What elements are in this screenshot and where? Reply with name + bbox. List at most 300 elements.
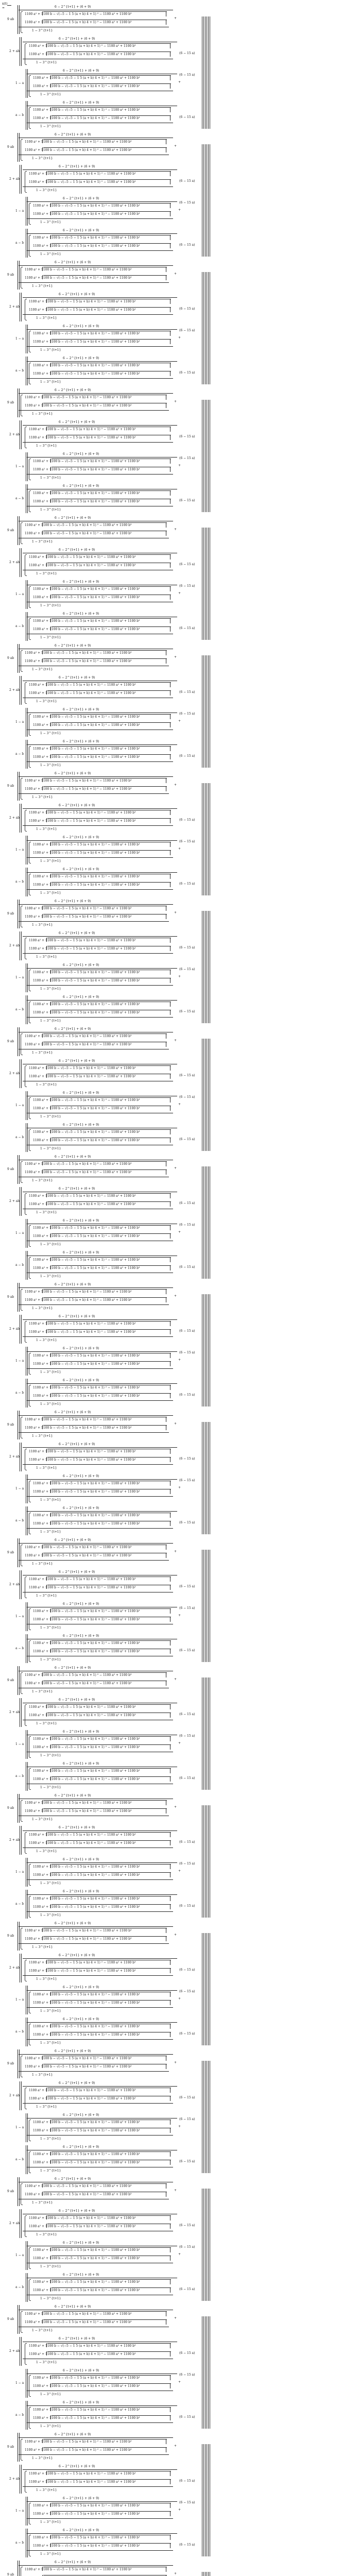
unit-plus: + xyxy=(174,272,177,276)
unit-inner-bar xyxy=(19,1560,169,1561)
unit-sqrt-bar xyxy=(43,1936,167,1937)
unit-sqrt-bar xyxy=(52,2407,171,2408)
unit-numerator: 6 − 2^{t+1} + (6 + 9) xyxy=(59,804,95,807)
unit-sqrt-tick xyxy=(50,1106,51,1110)
unit-sqrt-tick xyxy=(50,1138,51,1142)
unit-denominator: 1 − 3^{t+1} xyxy=(40,2425,61,2428)
unit-radicand-row: 1100 a² + 1100 b − √(−5 − 1 5 (a + b) 4 + 1) ² − 1100 a² + 1100 b³ xyxy=(33,1386,140,1389)
side-annotation-label: a − b xyxy=(15,1902,24,1906)
closing-bracket-stack xyxy=(205,16,206,129)
unit-radicand-row: 1100 a² + 1100 b − √(−5 − 1 5 (a + b) 4 + 1) ² − 1100 a² + 1100 b³ xyxy=(25,276,132,280)
unit-sqrt-tick xyxy=(46,52,47,56)
unit-fraction-bar xyxy=(27,1894,177,1895)
unit-sqrt-tick xyxy=(50,2160,51,2164)
side-annotation-label: 9 ab xyxy=(7,273,14,277)
side-annotation-bar xyxy=(21,1059,22,1088)
unit-fraction-bar xyxy=(27,2501,177,2502)
unit-denominator: 1 − 3^{t+1} xyxy=(32,2201,53,2205)
unit-radicand-row: 1100 a² + 1100 b − √(−5 − 1 5 (a + b) 4 + 1) ² − 1100 a² + 1100 b³ xyxy=(33,1777,140,1781)
block-tail-term: (6 − 15 a) xyxy=(179,840,195,843)
side-annotation-label: 1 − a xyxy=(15,1870,24,1874)
unit-sqrt-bar xyxy=(52,1233,171,1234)
block-tail-term: (6 − 15 a) xyxy=(179,73,195,77)
unit-sqrt-tick xyxy=(50,626,51,631)
unit-sqrt-bar xyxy=(52,1129,171,1130)
unit-sqrt-tick xyxy=(50,490,51,495)
unit-inner-bar xyxy=(19,921,169,922)
unit-left-paren xyxy=(21,522,23,544)
unit-radicand-row: 1100 a² + 1100 b − √(−5 − 1 5 (a + b) 4 + 1) ² − 1100 a² + 1100 b³ xyxy=(25,523,132,527)
unit-tail-term: (6 − 15 a) xyxy=(179,2543,195,2547)
side-annotation-label: 9 ab xyxy=(7,2445,14,2449)
unit-sqrt-bar xyxy=(52,2543,171,2544)
unit-denominator: 1 − 3^{t+1} xyxy=(36,827,57,831)
unit-numerator: 6 − 2^{t+1} + (6 + 9) xyxy=(55,2177,91,2181)
unit-inner-bar xyxy=(27,2039,173,2040)
unit-tail-term: (6 − 15 a) xyxy=(179,499,195,502)
unit-inner-bar xyxy=(23,1336,173,1337)
unit-tail-term: (6 − 15 a) xyxy=(179,1713,195,1716)
unit-sqrt-tick xyxy=(50,1896,51,1900)
side-annotation-label: 2 + ab xyxy=(9,305,20,309)
lhs-label: x(t) xyxy=(2,2,8,6)
unit-radicand-row: 1100 a² + 1100 b − √(−5 − 1 5 (a + b) 4 + 1) ² − 1100 a² + 1100 b³ xyxy=(33,2257,140,2260)
closing-bracket-stack xyxy=(205,911,206,1023)
unit-sqrt-tick xyxy=(50,2503,51,2507)
side-annotation-label: 9 ab xyxy=(7,2190,14,2193)
unit-inner-bar xyxy=(19,793,169,794)
side-annotation-label: a − b xyxy=(15,2158,24,2161)
side-annotation-label: 2 + ab xyxy=(9,561,20,564)
unit-numerator: 6 − 2^{t+1} + (6 + 9) xyxy=(59,1570,95,1574)
unit-inner-bar xyxy=(27,2135,173,2136)
unit-sqrt-tick xyxy=(50,1002,51,1006)
unit-radicand-row: 1100 a² + 1100 b − √(−5 − 1 5 (a + b) 4 + 1) ² − 1100 a² + 1100 b³ xyxy=(25,1554,132,1557)
unit-denominator: 1 − 3^{t+1} xyxy=(40,221,61,224)
unit-fraction-bar xyxy=(27,233,177,234)
unit-sqrt-bar xyxy=(43,650,167,651)
unit-sqrt-bar xyxy=(43,1808,167,1809)
unit-left-paren xyxy=(29,1896,31,1918)
unit-numerator: 6 − 2^{t+1} + (6 + 9) xyxy=(59,548,95,552)
side-annotation-label: 9 ab xyxy=(7,145,14,149)
unit-denominator: 1 − 3^{t+1} xyxy=(40,764,61,767)
unit-radicand-row: 1100 a² + 1100 b − √(−5 − 1 5 (a + b) 4 + 1) ² − 1100 a² + 1100 b³ xyxy=(33,1514,140,1517)
unit-sqrt-tick xyxy=(42,1545,43,1549)
unit-denominator: 1 − 3^{t+1} xyxy=(32,1307,53,1310)
unit-plus: + xyxy=(178,1358,181,1362)
unit-radicand-row: 1100 a² + 1100 b − √(−5 − 1 5 (a + b) 4 + 1) ² − 1100 a² + 1100 b³ xyxy=(25,2193,132,2196)
unit-left-paren xyxy=(21,1033,23,1055)
side-annotation-label: 2 + ab xyxy=(9,1327,20,1331)
unit-sqrt-bar xyxy=(52,1393,171,1394)
unit-left-paren xyxy=(29,1736,31,1758)
unit-left-paren xyxy=(29,874,31,895)
unit-fraction-bar xyxy=(27,872,177,873)
unit-tail-term: (6 − 15 a) xyxy=(179,946,195,950)
side-annotation-label: 1 − a xyxy=(15,976,24,979)
unit-sqrt-tick xyxy=(42,2447,43,2451)
unit-sqrt-tick xyxy=(42,1672,43,1676)
unit-sqrt-tick xyxy=(50,1872,51,1876)
unit-radicand-row: 1100 a² + 1100 b − √(−5 − 1 5 (a + b) 4 + 1) ² − 1100 a² + 1100 b³ xyxy=(33,340,140,344)
unit-sqrt-tick xyxy=(50,1617,51,1621)
unit-numerator: 6 − 2^{t+1} + (6 + 9) xyxy=(63,708,99,711)
unit-sqrt-tick xyxy=(42,522,43,527)
unit-left-paren xyxy=(29,1481,31,1502)
unit-sqrt-tick xyxy=(46,2479,47,2483)
unit-numerator: 6 − 2^{t+1} + (6 + 9) xyxy=(63,229,99,232)
unit-sqrt-tick xyxy=(42,650,43,654)
unit-sqrt-bar xyxy=(52,490,171,491)
unit-fraction-bar xyxy=(27,2022,177,2023)
block-tail-term: (6 − 15 a) xyxy=(179,712,195,716)
unit-sqrt-bar xyxy=(52,1640,171,1641)
unit-numerator: 6 − 2^{t+1} + (6 + 9) xyxy=(55,133,91,137)
unit-denominator: 1 − 3^{t+1} xyxy=(32,2073,53,2077)
unit-sqrt-tick xyxy=(46,1577,47,1581)
unit-denominator: 1 − 3^{t+1} xyxy=(40,1754,61,1757)
side-annotation-label: a − b xyxy=(15,2285,24,2289)
unit-fraction-bar xyxy=(27,201,177,202)
unit-radicand-row: 1100 a² + 1100 b − √(−5 − 1 5 (a + b) 4 + 1) ² − 1100 a² + 1100 b³ xyxy=(29,1202,136,1206)
unit-denominator: 1 − 3^{t+1} xyxy=(32,923,53,927)
side-annotation-label: 1 − a xyxy=(15,209,24,213)
unit-plus: + xyxy=(178,2508,181,2512)
unit-sqrt-tick xyxy=(50,1489,51,1493)
unit-fraction-bar xyxy=(23,2469,177,2470)
unit-sqrt-bar xyxy=(52,1872,171,1873)
unit-inner-bar xyxy=(23,1975,173,1976)
closing-bracket-stack xyxy=(208,1422,209,1534)
unit-left-paren xyxy=(21,1289,23,1311)
unit-tail-term: (6 − 15 a) xyxy=(179,1649,195,1652)
unit-radicand-row: 1100 a² + 1100 b − √(−5 − 1 5 (a + b) 4 + 1) ² − 1100 a² + 1100 b³ xyxy=(25,1937,132,1941)
unit-sqrt-tick xyxy=(50,2535,51,2539)
unit-left-paren xyxy=(29,1002,31,1023)
unit-denominator: 1 − 3^{t+1} xyxy=(40,1370,61,1374)
side-annotation-label: 1 − a xyxy=(15,1231,24,1235)
unit-tail-term: (6 − 15 a) xyxy=(179,1201,195,1205)
unit-radicand-row: 1100 a² + 1100 b − √(−5 − 1 5 (a + b) 4 + 1) ² − 1100 a² + 1100 b³ xyxy=(29,683,136,687)
unit-sqrt-tick xyxy=(42,778,43,782)
unit-sqrt-bar xyxy=(43,2311,167,2312)
unit-sqrt-tick xyxy=(42,531,43,535)
unit-numerator: 6 − 2^{t+1} + (6 + 9) xyxy=(63,2369,99,2372)
unit-sqrt-tick xyxy=(50,2415,51,2419)
side-annotation-bar xyxy=(21,2209,22,2238)
unit-radicand-row: 1100 a² + 1100 b − √(−5 − 1 5 (a + b) 4 + 1) ² − 1100 a² + 1100 b³ xyxy=(33,2001,140,2005)
unit-radicand-row: 1100 a² + 1100 b − √(−5 − 1 5 (a + b) 4 + 1) ² − 1100 a² + 1100 b³ xyxy=(29,1578,136,1581)
unit-sqrt-tick xyxy=(50,1233,51,1238)
side-annotation-bar xyxy=(21,1443,22,1471)
unit-tail-term: (6 − 15 a) xyxy=(179,2351,195,2355)
closing-bracket-stack xyxy=(208,2189,209,2301)
unit-radicand-row: 1100 a² + 1100 b − √(−5 − 1 5 (a + b) 4 + 1) ² − 1100 a² + 1100 b³ xyxy=(33,2416,140,2420)
unit-fraction-bar xyxy=(27,1000,177,1001)
unit-radicand-row: 1100 a² + 1100 b − √(−5 − 1 5 (a + b) 4 + 1) ² − 1100 a² + 1100 b³ xyxy=(29,564,136,567)
unit-left-paren xyxy=(29,1992,31,2013)
side-annotation-label: 2 + ab xyxy=(9,1199,20,1203)
closing-bracket-stack xyxy=(203,2444,204,2556)
unit-tail-term: (6 − 15 a) xyxy=(179,307,195,311)
unit-denominator: 1 − 3^{t+1} xyxy=(36,2233,57,2236)
unit-sqrt-tick xyxy=(46,2096,47,2100)
unit-inner-bar xyxy=(27,1528,173,1529)
unit-left-paren xyxy=(21,395,23,416)
side-annotation-label: 1 − a xyxy=(15,848,24,852)
unit-radicand-row: 1100 a² + 1100 b − √(−5 − 1 5 (a + b) 4 + 1) ² − 1100 a² + 1100 b³ xyxy=(33,843,140,846)
unit-sqrt-tick xyxy=(50,363,51,367)
unit-left-paren xyxy=(25,2471,27,2493)
unit-left-paren xyxy=(25,43,27,65)
unit-numerator: 6 − 2^{t+1} + (6 + 9) xyxy=(59,1187,95,1191)
unit-radicand-row: 1100 a² + 1100 b − √(−5 − 1 5 (a + b) 4 + 1) ² − 1100 a² + 1100 b³ xyxy=(25,268,132,272)
block-tail-term: (6 − 15 a) xyxy=(179,2501,195,2504)
unit-fraction-bar xyxy=(27,1479,177,1480)
unit-fraction-bar xyxy=(27,2405,177,2406)
unit-radicand-row: 1100 a² + 1100 b − √(−5 − 1 5 (a + b) 4 + 1) ² − 1100 a² + 1100 b³ xyxy=(33,1258,140,1262)
unit-fraction-bar xyxy=(19,2565,173,2566)
unit-left-paren xyxy=(25,1704,27,1726)
unit-sqrt-tick xyxy=(42,2192,43,2196)
closing-bracket-stack xyxy=(208,528,209,640)
side-annotation-label: a − b xyxy=(15,2413,24,2417)
unit-sqrt-bar xyxy=(52,746,171,747)
unit-radicand-row: 1100 a² + 1100 b − √(−5 − 1 5 (a + b) 4 + 1) ² − 1100 a² + 1100 b³ xyxy=(29,1714,136,1717)
unit-left-paren xyxy=(29,2279,31,2301)
unit-sqrt-bar xyxy=(52,83,171,84)
unit-sqrt-bar xyxy=(52,1744,171,1745)
unit-plus: + xyxy=(178,2252,181,2256)
unit-numerator: 6 − 2^{t+1} + (6 + 9) xyxy=(63,197,99,200)
unit-denominator: 1 − 3^{t+1} xyxy=(32,1562,53,1566)
unit-denominator: 1 − 3^{t+1} xyxy=(40,1147,61,1150)
side-annotation-bar xyxy=(21,2081,22,2110)
unit-radicand-row: 1100 a² + 1100 b − √(−5 − 1 5 (a + b) 4 + 1) ² − 1100 a² + 1100 b³ xyxy=(33,1618,140,1621)
side-annotation-bar xyxy=(21,931,22,960)
unit-denominator: 1 − 3^{t+1} xyxy=(40,1530,61,1534)
unit-tail-term: (6 − 15 a) xyxy=(179,754,195,758)
unit-sqrt-bar xyxy=(47,818,171,819)
side-annotation-label: 9 ab xyxy=(7,1679,14,1682)
unit-sqrt-tick xyxy=(42,1928,43,1932)
unit-sqrt-bar xyxy=(52,2511,171,2512)
unit-plus: + xyxy=(174,1166,177,1170)
unit-fraction-bar xyxy=(19,904,173,905)
unit-sqrt-bar xyxy=(52,107,171,108)
unit-left-paren xyxy=(29,490,31,512)
unit-radicand-row: 1100 a² + 1100 b − √(−5 − 1 5 (a + b) 4 + 1) ² − 1100 a² + 1100 b³ xyxy=(29,811,136,815)
unit-denominator: 1 − 3^{t+1} xyxy=(40,987,61,991)
side-annotation-label: 2 + ab xyxy=(9,2094,20,2097)
unit-sqrt-tick xyxy=(50,2287,51,2292)
unit-denominator: 1 − 3^{t+1} xyxy=(40,125,61,128)
unit-radicand-row: 1100 a² + 1100 b − √(−5 − 1 5 (a + b) 4 + 1) ² − 1100 a² + 1100 b³ xyxy=(33,1107,140,1110)
unit-numerator: 6 − 2^{t+1} + (6 + 9) xyxy=(63,325,99,328)
unit-radicand-row: 1100 a² + 1100 b − √(−5 − 1 5 (a + b) 4 + 1) ² − 1100 a² + 1100 b³ xyxy=(33,1011,140,1014)
unit-fraction-bar xyxy=(27,1383,177,1384)
unit-left-paren xyxy=(29,746,31,768)
unit-sqrt-tick xyxy=(42,1681,43,1685)
closing-bracket-stack xyxy=(208,1805,209,1918)
unit-numerator: 6 − 2^{t+1} + (6 + 9) xyxy=(63,101,99,105)
unit-numerator: 6 − 2^{t+1} + (6 + 9) xyxy=(59,37,95,41)
unit-fraction-bar xyxy=(27,1990,177,1991)
unit-numerator: 6 − 2^{t+1} + (6 + 9) xyxy=(63,868,99,871)
side-annotation-label: 1 − a xyxy=(15,1487,24,1490)
unit-sqrt-tick xyxy=(42,2064,43,2068)
unit-radicand-row: 1100 a² + 1100 b − √(−5 − 1 5 (a + b) 4 + 1) ² − 1100 a² + 1100 b³ xyxy=(33,1865,140,1869)
unit-radicand-row: 1100 a² + 1100 b − √(−5 − 1 5 (a + b) 4 + 1) ² − 1100 a² + 1100 b³ xyxy=(33,1098,140,1102)
unit-radicand-row: 1100 a² + 1100 b − √(−5 − 1 5 (a + b) 4 + 1) ² − 1100 a² + 1100 b³ xyxy=(33,1394,140,1398)
unit-tail-term: (6 − 15 a) xyxy=(179,1968,195,1972)
unit-tail-term: (6 − 15 a) xyxy=(179,2479,195,2483)
unit-denominator: 1 − 3^{t+1} xyxy=(40,891,61,895)
unit-radicand-row: 1100 a² + 1100 b − √(−5 − 1 5 (a + b) 4 + 1) ² − 1100 a² + 1100 b³ xyxy=(25,140,132,144)
unit-fraction-bar xyxy=(19,1543,173,1544)
unit-sqrt-tick xyxy=(50,2120,51,2124)
unit-sqrt-bar xyxy=(43,1800,167,1801)
unit-sqrt-bar xyxy=(43,786,167,787)
unit-radicand-row: 1100 a² + 1100 b − √(−5 − 1 5 (a + b) 4 + 1) ² − 1100 a² + 1100 b³ xyxy=(33,364,140,367)
unit-plus: + xyxy=(178,1997,181,2001)
unit-left-paren xyxy=(25,810,27,832)
closing-bracket-stack xyxy=(208,1550,209,1662)
unit-inner-bar xyxy=(27,2550,173,2551)
unit-numerator: 6 − 2^{t+1} + (6 + 9) xyxy=(59,2337,95,2341)
side-annotation-label: a − b xyxy=(15,752,24,756)
unit-inner-bar xyxy=(27,378,173,379)
unit-numerator: 6 − 2^{t+1} + (6 + 9) xyxy=(59,931,95,935)
unit-sqrt-bar xyxy=(43,139,167,140)
unit-plus: + xyxy=(178,1103,181,1106)
closing-bracket-stack xyxy=(205,272,206,384)
side-annotation-label: 1 − a xyxy=(15,2509,24,2513)
unit-sqrt-tick xyxy=(46,43,47,47)
side-annotation-label: a − b xyxy=(15,113,24,117)
unit-radicand-row: 1100 a² + 1100 b − √(−5 − 1 5 (a + b) 4 + 1) ² − 1100 a² + 1100 b³ xyxy=(33,1650,140,1653)
unit-numerator: 6 − 2^{t+1} + (6 + 9) xyxy=(63,740,99,743)
unit-denominator: 1 − 3^{t+1} xyxy=(40,2520,61,2524)
block-tail-term: (6 − 15 a) xyxy=(179,1223,195,1227)
closing-bracket-stack xyxy=(203,1294,204,1406)
unit-sqrt-bar xyxy=(47,1968,171,1969)
unit-tail-term: (6 − 15 a) xyxy=(179,882,195,886)
unit-sqrt-tick xyxy=(42,2567,43,2571)
unit-radicand-row: 1100 a² + 1100 b − √(−5 − 1 5 (a + b) 4 + 1) ² − 1100 a² + 1100 b³ xyxy=(25,1546,132,1549)
unit-tail-term: (6 − 15 a) xyxy=(179,690,195,694)
unit-plus: + xyxy=(178,208,181,212)
unit-denominator: 1 − 3^{t+1} xyxy=(40,2041,61,2045)
unit-radicand-row: 1100 a² + 1100 b − √(−5 − 1 5 (a + b) 4 + 1) ² − 1100 a² + 1100 b³ xyxy=(25,1801,132,1805)
unit-sqrt-tick xyxy=(42,658,43,663)
side-annotation-label: a − b xyxy=(15,1519,24,1522)
unit-denominator: 1 − 3^{t+1} xyxy=(32,157,53,160)
unit-numerator: 6 − 2^{t+1} + (6 + 9) xyxy=(55,1666,91,1670)
side-annotation-label: 1 − a xyxy=(15,465,24,468)
unit-sqrt-tick xyxy=(42,1800,43,1804)
unit-radicand-row: 1100 a² + 1100 b − √(−5 − 1 5 (a + b) 4 + 1) ² − 1100 a² + 1100 b³ xyxy=(33,1745,140,1749)
unit-numerator: 6 − 2^{t+1} + (6 + 9) xyxy=(55,1155,91,1159)
side-annotation-label: a − b xyxy=(15,241,24,245)
side-annotation-label: 9 ab xyxy=(7,1806,14,1810)
unit-numerator: 6 − 2^{t+1} + (6 + 9) xyxy=(55,2561,91,2564)
unit-inner-bar xyxy=(19,1432,169,1433)
unit-sqrt-tick xyxy=(46,1321,47,1325)
unit-sqrt-tick xyxy=(50,2024,51,2028)
unit-denominator: 1 − 3^{t+1} xyxy=(40,2552,61,2556)
unit-inner-bar xyxy=(23,1464,173,1465)
closing-bracket-stack xyxy=(203,528,204,640)
unit-tail-term: (6 − 15 a) xyxy=(179,1010,195,1013)
unit-numerator: 6 − 2^{t+1} + (6 + 9) xyxy=(63,1890,99,1893)
unit-sqrt-bar xyxy=(47,1329,171,1330)
side-annotation-label: 9 ab xyxy=(7,1040,14,1043)
side-annotation-label: 9 ab xyxy=(7,1295,14,1299)
unit-inner-bar xyxy=(23,953,173,954)
unit-denominator: 1 − 3^{t+1} xyxy=(40,1786,61,1789)
unit-denominator: 1 − 3^{t+1} xyxy=(36,572,57,575)
block-tail-term: (6 − 15 a) xyxy=(179,329,195,332)
unit-sqrt-tick xyxy=(50,1776,51,1781)
unit-sqrt-bar xyxy=(47,682,171,683)
unit-left-paren xyxy=(29,2024,31,2045)
unit-sqrt-tick xyxy=(42,275,43,279)
unit-plus: + xyxy=(174,1039,177,1042)
unit-inner-bar xyxy=(23,442,173,443)
block-tail-term: (6 − 15 a) xyxy=(179,584,195,588)
unit-numerator: 6 − 2^{t+1} + (6 + 9) xyxy=(59,293,95,296)
unit-inner-bar xyxy=(19,1304,169,1305)
unit-radicand-row: 1100 a² + 1100 b − √(−5 − 1 5 (a + b) 4 + 1) ² − 1100 a² + 1100 b³ xyxy=(33,2161,140,2164)
unit-numerator: 6 − 2^{t+1} + (6 + 9) xyxy=(55,5,91,9)
side-annotation-label: a − b xyxy=(15,369,24,372)
unit-radicand-row: 1100 a² + 1100 b − √(−5 − 1 5 (a + b) 4 + 1) ² − 1100 a² + 1100 b³ xyxy=(33,1522,140,1526)
side-annotation-label: a − b xyxy=(15,1136,24,1139)
unit-sqrt-bar xyxy=(52,2279,171,2280)
unit-radicand-row: 1100 a² + 1100 b − √(−5 − 1 5 (a + b) 4 + 1) ² − 1100 a² + 1100 b³ xyxy=(25,787,132,791)
unit-sqrt-tick xyxy=(46,435,47,439)
unit-radicand-row: 1100 a² + 1100 b − √(−5 − 1 5 (a + b) 4 + 1) ² − 1100 a² + 1100 b³ xyxy=(33,2121,140,2124)
unit-numerator: 6 − 2^{t+1} + (6 + 9) xyxy=(59,165,95,168)
unit-inner-bar xyxy=(27,857,173,858)
unit-sqrt-tick xyxy=(50,1353,51,1357)
closing-bracket-stack xyxy=(205,400,206,512)
unit-sqrt-bar xyxy=(52,1776,171,1777)
unit-fraction-bar xyxy=(27,2533,177,2534)
unit-tail-term: (6 − 15 a) xyxy=(179,179,195,183)
unit-plus: + xyxy=(178,1230,181,1234)
unit-numerator: 6 − 2^{t+1} + (6 + 9) xyxy=(55,1922,91,1925)
side-annotation-bar xyxy=(21,1570,22,1599)
closing-bracket-stack xyxy=(205,2061,206,2173)
unit-sqrt-bar xyxy=(52,2247,171,2248)
block-tail-term: (6 − 15 a) xyxy=(179,1479,195,1482)
unit-radicand-row: 1100 a² + 1100 b − √(−5 − 1 5 (a + b) 4 + 1) ² − 1100 a² + 1100 b³ xyxy=(33,2504,140,2507)
unit-sqrt-tick xyxy=(50,1393,51,1397)
unit-radicand-row: 1100 a² + 1100 b − √(−5 − 1 5 (a + b) 4 + 1) ² − 1100 a² + 1100 b³ xyxy=(25,2448,132,2452)
unit-denominator: 1 − 3^{t+1} xyxy=(40,508,61,512)
unit-denominator: 1 − 3^{t+1} xyxy=(40,1882,61,1885)
unit-inner-bar xyxy=(23,2103,173,2104)
closing-bracket-stack xyxy=(205,1166,206,1279)
unit-radicand-row: 1100 a² + 1100 b − √(−5 − 1 5 (a + b) 4 + 1) ² − 1100 a² + 1100 b³ xyxy=(33,1139,140,1142)
unit-numerator: 6 − 2^{t+1} + (6 + 9) xyxy=(55,1027,91,1031)
unit-inner-bar xyxy=(27,1496,173,1497)
unit-radicand-row: 1100 a² + 1100 b − √(−5 − 1 5 (a + b) 4 + 1) ² − 1100 a² + 1100 b³ xyxy=(33,460,140,463)
unit-denominator: 1 − 3^{t+1} xyxy=(40,476,61,480)
